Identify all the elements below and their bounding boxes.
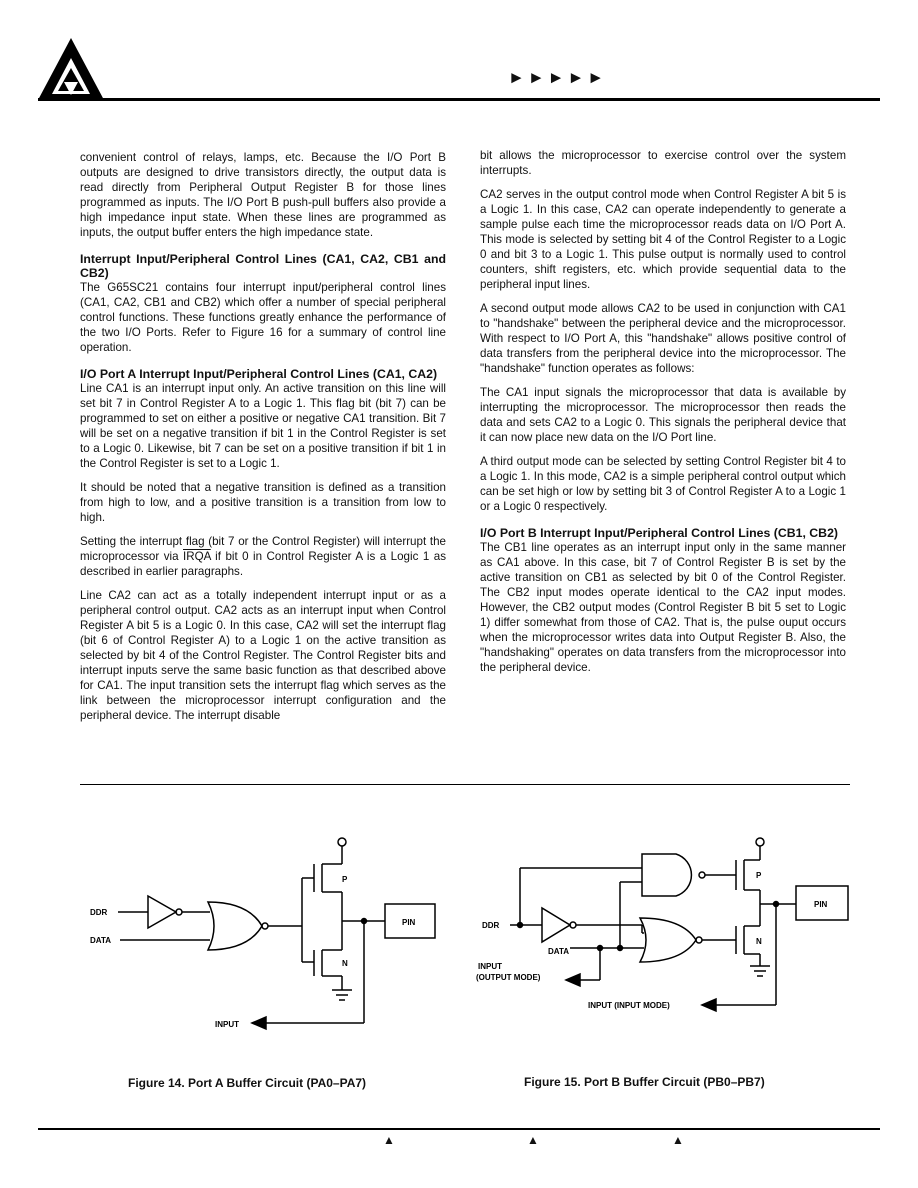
paragraph-ca2: Line CA2 can act as a totally independent interrupt input or as a peripheral control output. CA2 acts as an interrupt input when Control Register A bit 5 is a Logic 0. In this case, CA2 will set the interrupt flag (bit 6 of Control Register A) to a Logic 1 on the active transition as selected by bit 4 of the Control Register. The Control Register bits and interrupt inputs serve the same basic function as that described above for CA1. The input transition sets the interrupt flag which serves as the link between the microprocessor interrupt configuration and the peripheral device. The interrupt disable (80, 589, 446, 722)
header-rule (38, 98, 880, 101)
figure-separator-rule (80, 784, 850, 785)
paragraph-interrupt-disable-cont: bit allows the microprocessor to exercise control over the system interrupts. (480, 149, 846, 177)
paragraph-negative-transition: It should be noted that a negative transition is defined as a transition from high to low, and a positive transition is a transition from low to high. (80, 481, 446, 524)
fig15-nor-gate (640, 918, 696, 962)
paragraph-ca1-signal: The CA1 input signals the microprocessor that data is available by interrupting the microprocessor. The microprocessor then reads the data and sets CA2 to a Logic 0. This signals the peripheral device that it can now place new data on the I/O Port line. (480, 386, 846, 444)
left-column (80, 150, 446, 732)
fig15-ddr-label: DDR (482, 921, 500, 930)
footer-marker-2: ▲ (527, 1133, 539, 1147)
port-a-buffer-circuit (80, 830, 460, 1045)
heading-port-b-control-lines: I/O Port B Interrupt Input/Peripheral Control Lines (CB1, CB2) (480, 526, 838, 540)
fig14-pin-label: PIN (402, 918, 416, 927)
paragraph-interrupt-flag (80, 534, 446, 579)
irqa-signal: IRQA (183, 550, 211, 563)
interrupt-flag-text-a: Setting the interrupt flag (bit 7 or the Control Register) will interrupt the microprocessor via (80, 535, 446, 563)
fig15-pin-label: PIN (814, 900, 828, 909)
fig14-input-label: INPUT (215, 1020, 239, 1029)
fig14-ddr-label: DDR (90, 908, 108, 917)
port-b-buffer-circuit (470, 830, 880, 1045)
fig15-input-output-mode-label-2: (OUTPUT MODE) (476, 973, 541, 982)
fig14-data-label: DATA (90, 936, 112, 945)
footer-marker-1: ▲ (383, 1133, 395, 1147)
paragraph-handshake-mode: A second output mode allows CA2 to be used in conjunction with CA1 to "handshake" between the peripheral device and the microprocessor. With respect to I/O Port A, this "handshake" allows positive control of data transfers from the peripheral device into the microprocessor. The "handshake" function operates as follows: (480, 302, 846, 375)
footer-rule (38, 1128, 880, 1130)
paragraph-ca1: Line CA1 is an interrupt input only. An active transition on this line will set bit 7 in Control Register A to a Logic 1. This flag bit (bit 7) can be programmed to set on either a positive or negative CA1 transition. Bit 7 will be set on a negative transition if bit 1 in the Control Register is set to a Logic 0. Likewise, bit 7 can be set on a positive transition if bit 1 in the Control Register is set to a Logic 1. (80, 382, 446, 470)
header-arrow-markers: ►►►►► (508, 68, 608, 87)
fig14-n-label: N (342, 959, 348, 968)
fig15-p-label: P (756, 871, 762, 880)
fig15-data-label: DATA (548, 947, 570, 956)
footer-marker-3: ▲ (672, 1133, 684, 1147)
fig15-n-label: N (756, 937, 762, 946)
paragraph-port-b-outputs: convenient control of relays, lamps, etc. Because the I/O Port B outputs are designed to drive transistors directly, the output data is read directly from Peripheral Output Register B for those lines programmed as inputs. The I/O Port B push-pull buffers also provide a high impedance input state. When these lines are programmed as inputs, the output buffer enters the high impedance state. (80, 151, 446, 239)
fig15-nand-gate (642, 854, 691, 896)
fig15-inverter (542, 908, 570, 942)
figure-14-caption: Figure 14. Port A Buffer Circuit (PA0–PA7) (128, 1076, 367, 1090)
right-column (480, 148, 846, 684)
fig14-p-label: P (342, 875, 348, 884)
paragraph-third-output-mode: A third output mode can be selected by setting Control Register bit 4 to a Logic 1. In this mode, CA2 is a simple peripheral control output which can be set high or low by setting bit 3 of Control Register A to a Logic 1 or a Logic 0 respectively. (480, 455, 846, 513)
figure-15-caption: Figure 15. Port B Buffer Circuit (PB0–PB7) (524, 1075, 765, 1089)
interrupt-flag-text-b: if bit 0 in Control Register A is a Logic 1 as described in earlier paragraphs. (80, 550, 446, 578)
paragraph-interrupt-lines: The G65SC21 contains four interrupt input/peripheral control lines (CA1, CA2, CB1 and CB2) which offer a number of special peripheral control functions. These functions greatly enhance the performance of the two I/O Ports. Refer to Figure 16 for a summary of control line operation. (80, 281, 446, 354)
company-logo (38, 38, 104, 100)
paragraph-cb1: The CB1 line operates as an interrupt input only in the same manner as CA1 above. In this case, bit 7 of Control Register B is set by the active transition on CB1 as selected by bit 0 of the Control Register. The CB2 input modes operate identical to the CA2 input modes. However, the CB2 output modes (Control Register B bit 5 set to Logic 1) differ somewhat from those of CA2. That is, the pulse ouput occurs when the microprocessor writes data into Output Register B. Also, the "handshaking" operates on data transfers from the microprocessor into the peripheral device. (480, 541, 846, 674)
fig14-nor-gate (208, 902, 262, 950)
heading-port-a-control-lines: I/O Port A Interrupt Input/Peripheral Control Lines (CA1, CA2) (80, 367, 438, 381)
paragraph-ca2-output-mode: CA2 serves in the output control mode when Control Register A bit 5 is a Logic 1. In this case, CA2 can operate independently to generate a sample pulse each time the microprocessor reads data on I/O Port A. This mode is selected by setting bit 4 of the Control Register to a Logic 0 and bit 3 to a Logic 1. This pulse output is normally used to control counters, shift registers, etc. which provide sequential data to the peripheral input lines. (480, 188, 846, 291)
fig15-input-output-mode-label-1: INPUT (478, 962, 502, 971)
fig14-inverter (148, 896, 176, 928)
heading-interrupt-control-lines: Interrupt Input/Peripheral Control Lines (CA1, CA2, CB1 and CB2) (80, 252, 446, 280)
fig15-input-input-mode-label: INPUT (INPUT MODE) (588, 1001, 670, 1010)
